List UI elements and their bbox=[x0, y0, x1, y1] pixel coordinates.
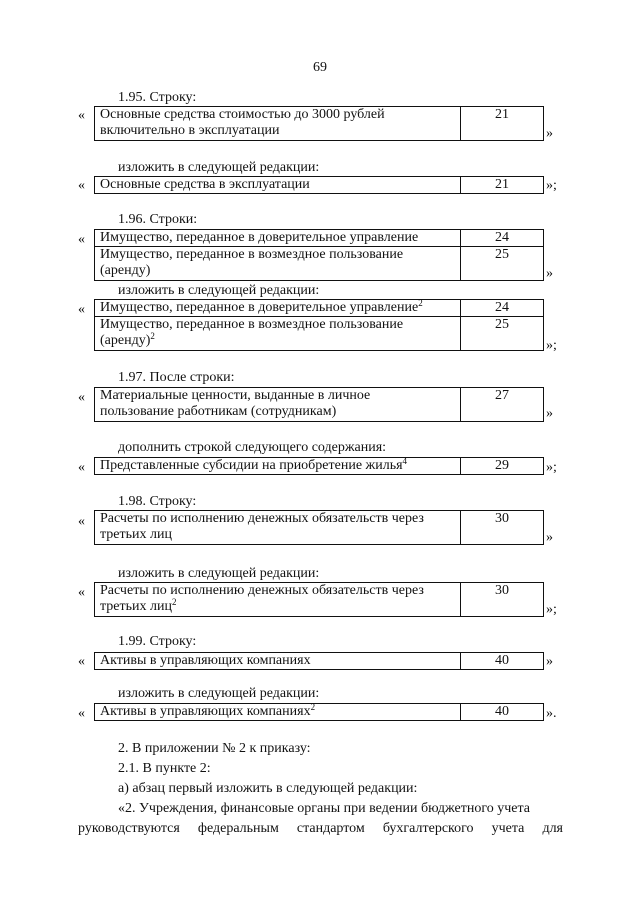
table-1-96-old bbox=[94, 229, 544, 281]
open-quote: « bbox=[78, 460, 85, 475]
open-quote: « bbox=[78, 390, 85, 405]
table-1-98-old bbox=[94, 510, 544, 545]
table-cell-text: Имущество, переданное в доверительное управление$^2$ bbox=[95, 300, 461, 317]
close-quote: » bbox=[546, 266, 553, 281]
section-heading-1-97: 1.97. После строки: bbox=[118, 370, 235, 385]
close-quote-semicolon: »; bbox=[546, 602, 557, 617]
paragraph: руководствуются федеральным стандартом бухгалтерского учета для bbox=[78, 821, 563, 836]
table-cell-number: 21 bbox=[461, 177, 544, 194]
paragraph: 2. В приложении № 2 к приказу: bbox=[118, 741, 311, 756]
table-cell-text: Представленные субсидии на приобретение жилья$^4$ bbox=[95, 458, 461, 475]
table-row bbox=[95, 388, 544, 422]
table-row bbox=[95, 317, 544, 351]
paragraph: 2.1. В пункте 2: bbox=[118, 761, 211, 776]
table-1-97-new bbox=[94, 457, 544, 475]
table-cell-number: 24 bbox=[461, 300, 544, 317]
open-quote: « bbox=[78, 232, 85, 247]
table-1-99-new bbox=[94, 703, 544, 721]
table-cell-number: 24 bbox=[461, 230, 544, 247]
open-quote: « bbox=[78, 654, 85, 669]
amendment-intro: изложить в следующей редакции: bbox=[118, 686, 320, 701]
table-cell-number: 29 bbox=[461, 458, 544, 475]
section-heading-1-99: 1.99. Строку: bbox=[118, 634, 197, 649]
table-row bbox=[95, 300, 544, 317]
open-quote: « bbox=[78, 706, 85, 721]
open-quote: « bbox=[78, 108, 85, 123]
table-row bbox=[95, 704, 544, 721]
table-cell-number: 40 bbox=[461, 704, 544, 721]
section-heading-1-96: 1.96. Строки: bbox=[118, 212, 198, 227]
table-cell-text: Материальные ценности, выданные в личное пользование работникам (сотрудникам) bbox=[95, 388, 461, 422]
table-row bbox=[95, 511, 544, 545]
amendment-intro: дополнить строкой следующего содержания: bbox=[118, 440, 387, 455]
close-quote: » bbox=[546, 654, 553, 669]
table-row bbox=[95, 177, 544, 194]
table-1-99-old bbox=[94, 652, 544, 670]
table-cell-text: Расчеты по исполнению денежных обязательств через третьих лиц$^2$ bbox=[95, 583, 461, 617]
close-quote: » bbox=[546, 530, 553, 545]
open-quote: « bbox=[78, 178, 85, 193]
table-cell-text: Активы в управляющих компаниях bbox=[95, 653, 461, 670]
table-cell-text: Имущество, переданное в возмездное пользование (аренду)$^2$ bbox=[95, 317, 461, 351]
amendment-intro: изложить в следующей редакции: bbox=[118, 160, 320, 175]
close-quote-period: ». bbox=[546, 706, 557, 721]
open-quote: « bbox=[78, 514, 85, 529]
table-cell-number: 25 bbox=[461, 317, 544, 351]
table-1-97-old bbox=[94, 387, 544, 422]
close-quote: » bbox=[546, 126, 553, 141]
close-quote-semicolon: »; bbox=[546, 338, 557, 353]
paragraph: а) абзац первый изложить в следующей редакции: bbox=[118, 781, 418, 796]
table-cell-number: 40 bbox=[461, 653, 544, 670]
table-cell-text: Расчеты по исполнению денежных обязательств через третьих лиц bbox=[95, 511, 461, 545]
close-quote-semicolon: »; bbox=[546, 178, 557, 193]
table-cell-number: 21 bbox=[461, 107, 544, 141]
open-quote: « bbox=[78, 302, 85, 317]
table-cell-number: 30 bbox=[461, 583, 544, 617]
table-row bbox=[95, 653, 544, 670]
footnote-marker: 4 bbox=[402, 456, 408, 466]
table-row bbox=[95, 247, 544, 281]
amendment-intro: изложить в следующей редакции: bbox=[118, 566, 320, 581]
table-cell-text: Основные средства в эксплуатации bbox=[95, 177, 461, 194]
table-row bbox=[95, 107, 544, 141]
section-heading-1-95: 1.95. Строку: bbox=[118, 90, 197, 105]
table-cell-number: 27 bbox=[461, 388, 544, 422]
table-row bbox=[95, 230, 544, 247]
close-quote-semicolon: »; bbox=[546, 460, 557, 475]
table-row bbox=[95, 583, 544, 617]
footnote-marker: 2 bbox=[171, 597, 177, 607]
table-cell-text: Имущество, переданное в доверительное управление bbox=[95, 230, 461, 247]
table-cell-text: Основные средства стоимостью до 3000 рублей включительно в эксплуатации bbox=[95, 107, 461, 141]
table-1-98-new bbox=[94, 582, 544, 617]
table-1-95-new bbox=[94, 176, 544, 194]
table-1-96-new bbox=[94, 299, 544, 351]
table-cell-text: Активы в управляющих компаниях$^2$ bbox=[95, 704, 461, 721]
table-cell-number: 30 bbox=[461, 511, 544, 545]
footnote-marker: 2 bbox=[150, 331, 155, 341]
page-number: 69 bbox=[313, 60, 327, 75]
section-heading-1-98: 1.98. Строку: bbox=[118, 494, 197, 509]
paragraph: «2. Учреждения, финансовые органы при ведении бюджетного учета bbox=[118, 801, 530, 816]
footnote-marker: 2 bbox=[310, 702, 316, 712]
table-cell-number: 25 bbox=[461, 247, 544, 281]
table-row bbox=[95, 458, 544, 475]
table-1-95-old bbox=[94, 106, 544, 141]
table-cell-text: Имущество, переданное в возмездное пользование (аренду) bbox=[95, 247, 461, 281]
close-quote: » bbox=[546, 406, 553, 421]
amendment-intro: изложить в следующей редакции: bbox=[118, 283, 320, 298]
open-quote: « bbox=[78, 585, 85, 600]
footnote-marker: 2 bbox=[418, 298, 423, 308]
